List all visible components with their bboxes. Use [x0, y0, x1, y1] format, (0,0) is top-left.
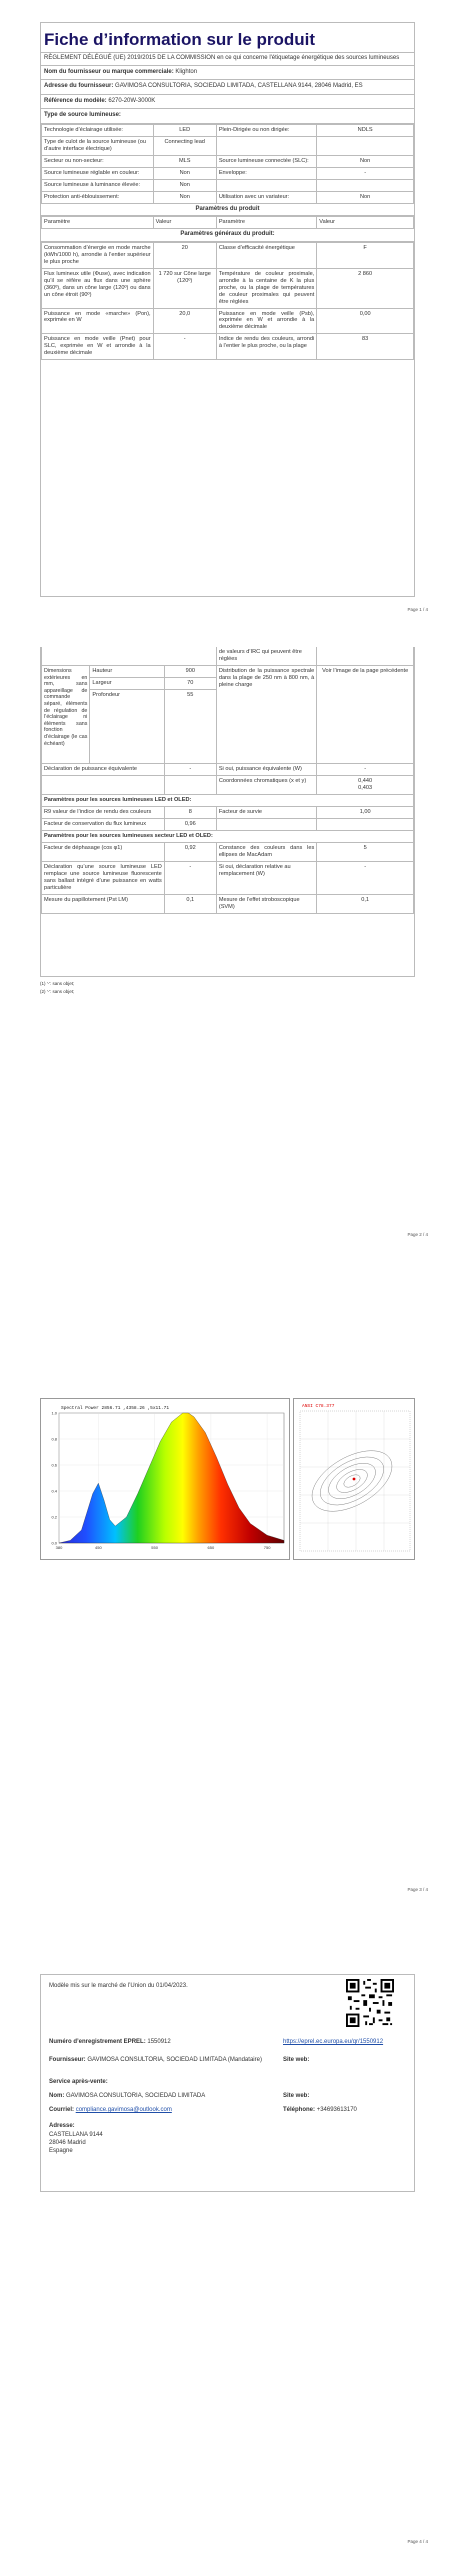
- table-row: [42, 806, 414, 818]
- table-cell: [317, 179, 414, 191]
- macadam-title: ANSI C78.377: [302, 1404, 335, 1409]
- param-header-table: [41, 216, 414, 229]
- x-tick-label: 750: [263, 1545, 271, 1550]
- table-row: [42, 775, 414, 794]
- table-cell: R9 valeur de l’indice de rendu des couleurs: [42, 806, 165, 818]
- table-cell: 0,92: [164, 842, 216, 861]
- table-row: [42, 334, 414, 360]
- footnote: (2) '-': sans objet;: [40, 989, 75, 994]
- phone-value: +34693613170: [316, 2107, 357, 2113]
- table-cell: 1,00: [317, 806, 414, 818]
- supplier-name-row: [41, 66, 414, 81]
- table-cell: Technologie d’éclairage utilisée:: [42, 124, 154, 136]
- dim-name: Hauteur: [90, 665, 164, 677]
- page-number: Page 3 / 4: [407, 1887, 428, 1892]
- section-row: [42, 830, 414, 842]
- table-cell: [42, 647, 217, 665]
- supplier-label: Fournisseur:: [49, 2057, 86, 2063]
- section-row: [42, 794, 414, 806]
- page-1-frame: [40, 22, 415, 597]
- table-row: [42, 842, 414, 861]
- table-cell: Secteur ou non-secteur:: [42, 155, 154, 167]
- table-cell: Non: [153, 167, 216, 179]
- x-axis-ticks: [56, 1545, 272, 1550]
- general-params-table: [41, 242, 414, 361]
- table-cell: -: [164, 763, 216, 775]
- macadam-frame: [300, 1411, 410, 1551]
- table-cell: Source lumineuse réglable en couleur:: [42, 167, 154, 179]
- table-row: [42, 647, 414, 665]
- x-tick-label: 450: [95, 1545, 102, 1550]
- table-cell: MLS: [153, 155, 216, 167]
- table-cell: 2 860: [317, 268, 414, 308]
- supplier-address-label: Adresse du fournisseur:: [44, 83, 114, 90]
- macadam-chart-svg: [294, 1399, 416, 1561]
- eprel-link[interactable]: https://eprel.ec.europa.eu/qr/1550912: [283, 2039, 384, 2045]
- table-cell: Consommation d’énergie en mode marche (kWh/1000 h), arrondie à l’entier supérieur le plus proche: [42, 242, 154, 268]
- dimensions-label: Dimensions extérieures en mm, sans appareillage de commande séparé, éléments de régulation de l’éclairage ni éléments sans fonction d’éclairage (le cas échéant): [42, 665, 90, 763]
- table-cell: LED: [153, 124, 216, 136]
- table-cell: 0,96: [164, 818, 216, 830]
- table-cell: Source lumineuse connectée (SLC):: [216, 155, 316, 167]
- table-cell: Température de couleur proximale, arrondie à la centaine de K la plus proche, ou la plage de températures de couleur proximales qui peuvent être réglées: [216, 268, 316, 308]
- table-cell: [216, 136, 316, 155]
- y-tick-label: 1.0: [51, 1410, 57, 1416]
- page2-table: [41, 647, 414, 914]
- y-tick-label: 0.0: [51, 1540, 57, 1546]
- page-number: Page 2 / 4: [407, 1232, 428, 1237]
- chart-title: Spectral Power 2856.71 ,4358.26 ,5x11.71: [61, 1406, 170, 1411]
- supplier-name: Klighton: [175, 68, 198, 75]
- x-tick-label: 550: [151, 1545, 158, 1550]
- page-3: [0, 1250, 452, 1910]
- page-4-frame: [40, 1974, 415, 2192]
- table-row: [42, 268, 414, 308]
- y-axis-ticks: [51, 1411, 57, 1546]
- address-line: 28046 Madrid: [49, 2140, 86, 2146]
- table-cell: Constance des couleurs dans les ellipses de MacAdam: [216, 842, 316, 861]
- table-cell: Puissance en mode veille (Psb), exprimée en W et arrondie à la deuxième décimale: [216, 308, 316, 334]
- eprel-value: 1550912: [147, 2039, 171, 2045]
- page-1: [0, 0, 452, 625]
- table-cell: Facteur de déphasage (cos φ1): [42, 842, 165, 861]
- name-value: GAVIMOSA CONSULTORIA, SOCIEDAD LIMITADA: [66, 2093, 206, 2099]
- table-cell: [216, 179, 316, 191]
- table-cell: [317, 818, 414, 830]
- table-row: [42, 665, 414, 677]
- column-header: Paramètre: [216, 217, 316, 229]
- page-number: Page 1 / 4: [407, 607, 428, 612]
- phone-row: [283, 2107, 357, 2115]
- table-cell: 0,1: [317, 894, 414, 913]
- regulation-text: RÈGLEMENT DÉLÉGUÉ (UE) 2019/2015 DE LA COMMISSION en ce qui concerne l'étiquetage énergétique des sources lumineuses: [41, 52, 414, 66]
- eprel-row: [49, 2039, 171, 2047]
- source-type-heading: Type de source lumineuse:: [41, 109, 414, 124]
- after-sales-heading: Service après-vente:: [49, 2079, 108, 2085]
- table-cell: Flux lumineux utile (Φuse), avec indication qu’il se réfère au flux dans une sphère (360º), dans un cône large (120º) ou dans un cône étroit (90º): [42, 268, 154, 308]
- source-type-table: [41, 124, 414, 204]
- table-cell: Puissance en mode veille (Pnet) pour SLC, exprimée en W et arrondie à la deuxième décimale: [42, 334, 154, 360]
- macadam-chart: [293, 1398, 415, 1560]
- table-cell: Non: [153, 191, 216, 203]
- table-row: [42, 242, 414, 268]
- spectral-chart: [40, 1398, 290, 1560]
- page-2: [0, 625, 452, 1250]
- page-title: Fiche d’information sur le produit: [44, 30, 316, 49]
- table-cell: Puissance en mode «marche» (Pon), exprimée en W: [42, 308, 154, 334]
- macadam-grid: [300, 1411, 410, 1551]
- table-cell: F: [317, 242, 414, 268]
- table-cell: [42, 775, 165, 794]
- dim-name: Largeur: [90, 677, 164, 689]
- table-cell: Classe d’efficacité énergétique: [216, 242, 316, 268]
- dim-name: Profondeur: [90, 689, 164, 763]
- supplier-value: GAVIMOSA CONSULTORIA, SOCIEDAD LIMITADA (Mandataire): [87, 2057, 262, 2063]
- x-tick-label: 650: [207, 1545, 215, 1550]
- table-row: [42, 136, 414, 155]
- table-cell: Source lumineuse à luminance élevée:: [42, 179, 154, 191]
- model-ref: 6270-20W-3000K: [108, 97, 156, 104]
- table-cell: [317, 136, 414, 155]
- table-cell: Si oui, déclaration relative au remplacement (W): [216, 861, 316, 894]
- y-tick-label: 0.6: [51, 1462, 57, 1468]
- dim-value: 55: [164, 689, 216, 763]
- supplier-row: [49, 2057, 274, 2065]
- table-cell: -: [317, 763, 414, 775]
- table-row: [42, 155, 414, 167]
- table-cell: -: [153, 334, 216, 360]
- table-row: [42, 167, 414, 179]
- model-ref-row: [41, 95, 414, 110]
- x-tick-label: 380: [55, 1545, 63, 1550]
- email-link[interactable]: compliance.gavimosa@outlook.com: [75, 2107, 172, 2113]
- y-tick-label: 0.8: [51, 1436, 57, 1442]
- email-label: Courriel:: [49, 2107, 75, 2113]
- name-label: Nom:: [49, 2093, 65, 2099]
- phone-label: Téléphone:: [283, 2107, 316, 2113]
- table-row: [42, 124, 414, 136]
- spectral-label: Distribution de la puissance spectrale dans la plage de 250 nm à 800 nm, à pleine charge: [216, 665, 316, 763]
- website-row: [283, 2057, 309, 2065]
- mains-heading: Paramètres pour les sources lumineuses secteur LED et OLED:: [42, 830, 414, 842]
- column-header: Valeur: [317, 217, 414, 229]
- table-cell: 5: [317, 842, 414, 861]
- table-cell: NDLS: [317, 124, 414, 136]
- after-sales-name-row: [49, 2093, 274, 2101]
- table-cell: [164, 775, 216, 794]
- table-row: [42, 894, 414, 913]
- column-header: Paramètre: [42, 217, 154, 229]
- y-tick-label: 0.4: [51, 1488, 57, 1494]
- model-ref-label: Référence du modèle:: [44, 97, 107, 104]
- table-cell: Non: [153, 179, 216, 191]
- table-cell: Mesure de l’effet stroboscopique (SVM): [216, 894, 316, 913]
- column-header: Valeur: [153, 217, 216, 229]
- table-cell: de valeurs d’IRC qui peuvent être réglées: [216, 647, 316, 665]
- table-cell: 0,1: [164, 894, 216, 913]
- table-cell: Non: [317, 191, 414, 203]
- product-params-heading: Paramètres du produit: [41, 204, 414, 217]
- market-text: Modèle mis sur le marché de l’Union du 01/04/2023.: [49, 1983, 188, 1989]
- table-cell: Si oui, puissance équivalente (W): [216, 763, 316, 775]
- page-4: [0, 1910, 452, 2560]
- email-row: [49, 2107, 172, 2115]
- dim-value: 70: [164, 677, 216, 689]
- address-heading: Adresse:: [49, 2123, 75, 2129]
- table-cell: -: [164, 861, 216, 894]
- website-label: Site web:: [283, 2057, 310, 2063]
- table-cell: Enveloppe:: [216, 167, 316, 179]
- page-number: Page 4 / 4: [407, 2539, 428, 2544]
- table-cell: 0,00: [317, 308, 414, 334]
- address-line: CASTELLANA 9144: [49, 2132, 103, 2138]
- table-cell: Déclaration de puissance équivalente: [42, 763, 165, 775]
- table-row: [42, 861, 414, 894]
- table-cell: Mesure du papillotement (Pst LM): [42, 894, 165, 913]
- table-cell: Facteur de survie: [216, 806, 316, 818]
- table-cell: -: [317, 167, 414, 179]
- table-cell: [317, 647, 414, 665]
- table-cell: 0,440 0,403: [317, 775, 414, 794]
- measurement-point: [353, 1478, 356, 1481]
- spectral-value: Voir l’image de la page précédente: [317, 665, 414, 763]
- table-cell: -: [317, 861, 414, 894]
- spectral-chart-svg: [41, 1399, 291, 1561]
- supplier-address: GAVIMOSA CONSULTORIA, SOCIEDAD LIMITADA, CASTELLANA 9144, 28046 Madrid, ES: [115, 83, 363, 90]
- table-cell: Indice de rendu des couleurs, arrondi à l’entier le plus proche, ou la plage: [216, 334, 316, 360]
- table-cell: Plein-Dirigée ou non dirigée:: [216, 124, 316, 136]
- table-row: [42, 179, 414, 191]
- table-cell: 20: [153, 242, 216, 268]
- table-row: [42, 308, 414, 334]
- y-tick-label: 0.2: [51, 1514, 57, 1520]
- table-cell: Facteur de conservation du flux lumineux: [42, 818, 165, 830]
- table-cell: Utilisation avec un variateur:: [216, 191, 316, 203]
- table-cell: Non: [317, 155, 414, 167]
- footnote: (1) '-': sans objet;: [40, 981, 75, 986]
- table-header-row: [42, 217, 414, 229]
- table-row: [42, 818, 414, 830]
- table-row: [42, 763, 414, 775]
- led-heading: Paramètres pour les sources lumineuses LED et OLED:: [42, 794, 414, 806]
- website2-row: [283, 2093, 309, 2101]
- website2-label: Site web:: [283, 2093, 310, 2099]
- qr-code-icon: [346, 1979, 394, 2027]
- table-row: [42, 191, 414, 203]
- eprel-label: Numéro d’enregistrement EPREL:: [49, 2039, 146, 2045]
- macadam-ellipses: [302, 1438, 402, 1524]
- table-cell: 20,0: [153, 308, 216, 334]
- supplier-address-row: [41, 80, 414, 95]
- general-params-heading: Paramètres généraux du produit:: [41, 229, 414, 242]
- table-cell: Protection anti-éblouissement:: [42, 191, 154, 203]
- table-cell: Déclaration qu’une source lumineuse LED remplace une source lumineuse fluorescente sans ballast intégré d’une puissance en watts particulière: [42, 861, 165, 894]
- table-cell: 1 720 sur Cône large (120º): [153, 268, 216, 308]
- address-line: Espagne: [49, 2148, 73, 2154]
- table-cell: 8: [164, 806, 216, 818]
- dim-value: 900: [164, 665, 216, 677]
- table-cell: [216, 818, 316, 830]
- supplier-name-label: Nom du fournisseur ou marque commerciale:: [44, 68, 174, 75]
- table-cell: Connecting lead: [153, 136, 216, 155]
- table-cell: Type de culot de la source lumineuse (ou d’autre interface électrique): [42, 136, 154, 155]
- spectrum-area: [59, 1413, 284, 1543]
- table-cell: Coordonnées chromatiques (x et y): [216, 775, 316, 794]
- page-2-frame: [40, 647, 415, 977]
- table-cell: 83: [317, 334, 414, 360]
